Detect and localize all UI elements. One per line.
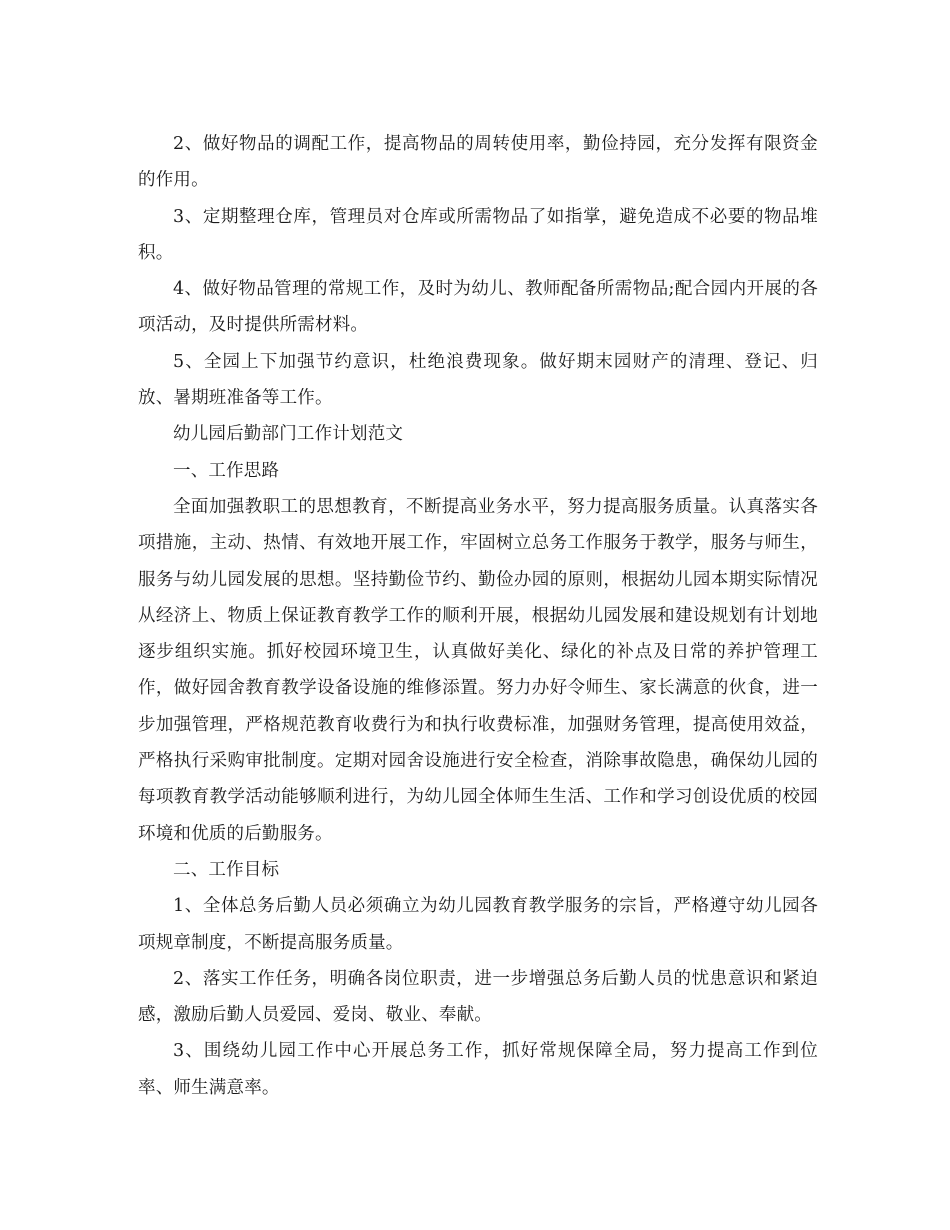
- section-title: 幼儿园后勤部门工作计划范文: [173, 424, 404, 445]
- heading-work-ideas: 一、工作思路: [173, 460, 280, 481]
- paragraph-goal-3: 3、围绕幼儿园工作中心开展总务工作，抓好常规保障全局，努力提高工作到位率、师生满意率。: [138, 1041, 818, 1098]
- paragraph-goal-2: 2、落实工作任务，明确各岗位职责，进一步增强总务后勤人员的忧患意识和紧迫感，激励后勤人员爱园、爱岗、敬业、奉献。: [138, 968, 818, 1026]
- paragraph-work-ideas: 全面加强教职工的思想教育，不断提高业务水平，努力提高服务质量。认真落实各项措施，主动、热情、有效地开展工作，牢固树立总务工作服务于教学，服务与师生，服务与幼儿园发展的思想。坚持勤俭节约、勤俭办园的原则，根据幼儿园本期实际情况从经济上、物质上保证教育教学工作的顺利开展，根据幼儿园发展和建设规划有计划地逐步组织实施。抓好校园环境卫生，认真做好美化、绿化的补点及日常的养护管理工作，做好园舍教育教学设备设施的维修添置。努力办好令师生、家长满意的伙食，进一步加强管理，严格规范教育收费行为和执行收费标准，加强财务管理，提高使用效益，严格执行采购审批制度。定期对园舍设施进行安全检查，消除事故隐患，确保幼儿园的每项教育教学活动能够顺利进行，为幼儿园全体师生生活、工作和学习创设优质的校园环境和优质的后勤服务。: [138, 496, 818, 844]
- paragraph-goal-1: 1、全体总务后勤人员必须确立为幼儿园教育教学服务的宗旨，严格遵守幼儿园各项规章制度，不断提高服务质量。: [138, 896, 818, 953]
- document-body: [138, 126, 818, 1106]
- paragraph-item-5: 5、全园上下加强节约意识，杜绝浪费现象。做好期末园财产的清理、登记、归放、暑期班准备等工作。: [138, 351, 818, 409]
- heading-work-goals: 二、工作目标: [173, 859, 280, 880]
- paragraph-item-4: 4、做好物品管理的常规工作，及时为幼儿、教师配备所需物品;配合园内开展的各项活动，及时提供所需材料。: [138, 279, 818, 336]
- paragraph-item-2: 2、做好物品的调配工作，提高物品的周转使用率，勤俭持园，充分发挥有限资金的作用。: [138, 134, 818, 191]
- paragraph-item-3: 3、定期整理仓库，管理员对仓库或所需物品了如指掌，避免造成不必要的物品堆积。: [138, 206, 818, 263]
